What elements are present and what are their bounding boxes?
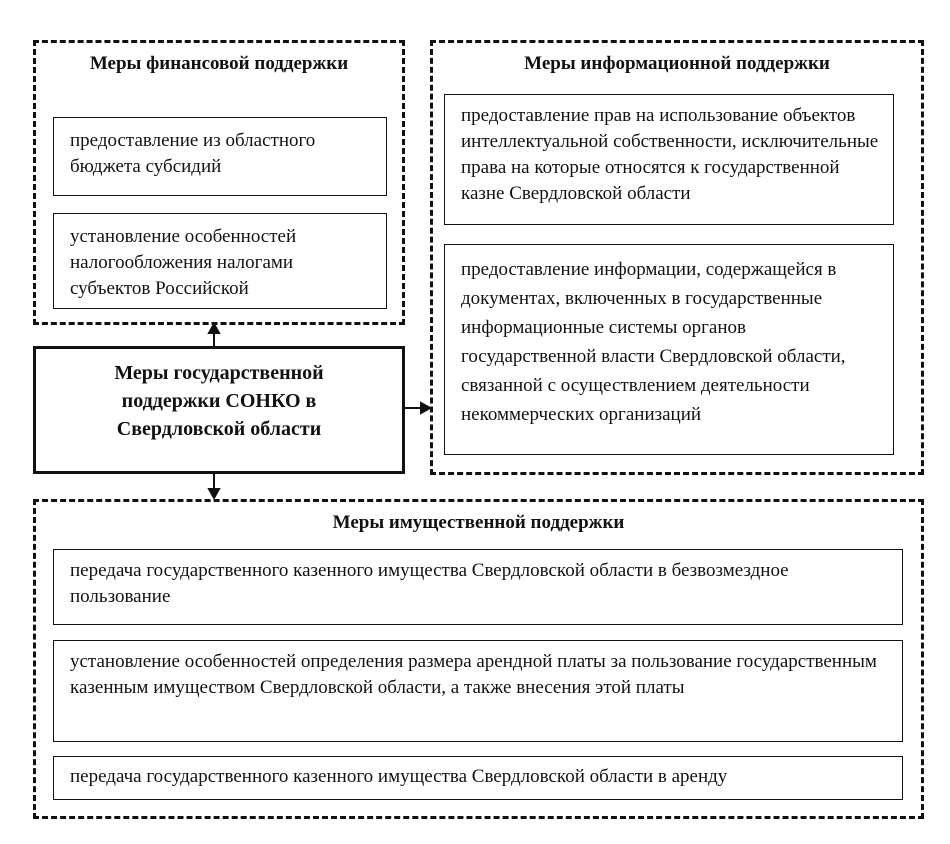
financial-item-taxation-text: установление особенностей налогообложения налогами субъектов Российской [70,226,297,299]
property-support-group [33,499,924,819]
property-item-lease-text: передача государственного казенного имущества Свердловской области в аренду [70,766,728,787]
property-item-free-use [53,549,903,625]
property-item-rent-payment-text: установление особенностей определения размера арендной платы за пользование государственным казенным имуществом Свердловской области, а также внесения этой платы [70,651,877,698]
information-item-information-provision [444,244,894,455]
property-item-rent-payment [53,640,903,742]
financial-item-taxation [53,213,387,309]
information-support-group [430,40,924,475]
property-item-free-use-text: передача государственного казенного имущества Свердловской области в безвозмездное пользование [70,560,789,607]
information-item-information-provision-text: предоставление информации, содержащейся в документах, включенных в государственные информационные системы органов государственной власти Свердловской области, связанной с осуществлением деятельности некоммерческих организаций [461,259,846,425]
center-box-state-support [33,346,405,474]
property-support-title: Меры имущественной поддержки [332,512,625,533]
information-support-title: Меры информационной поддержки [524,53,830,74]
financial-support-group [33,40,405,325]
information-item-intellectual-property [444,94,894,225]
arrow-right-to-information-head [421,403,430,413]
property-item-lease [53,756,903,800]
financial-support-title: Меры финансовой поддержки [89,53,349,74]
center-box-title: Меры государственной поддержки СОНКО в Свердловской области [114,362,324,440]
arrow-up-to-financial-head [209,324,219,333]
information-item-intellectual-property-text: предоставление прав на использование объектов интеллектуальной собственности, исключительные права на которые относятся к государственной казне Свердловской области [461,105,879,204]
financial-item-subsidies-text: предоставление из областного бюджета субсидий [70,130,316,177]
arrow-down-to-property-head [209,489,219,498]
financial-item-subsidies [53,117,387,196]
